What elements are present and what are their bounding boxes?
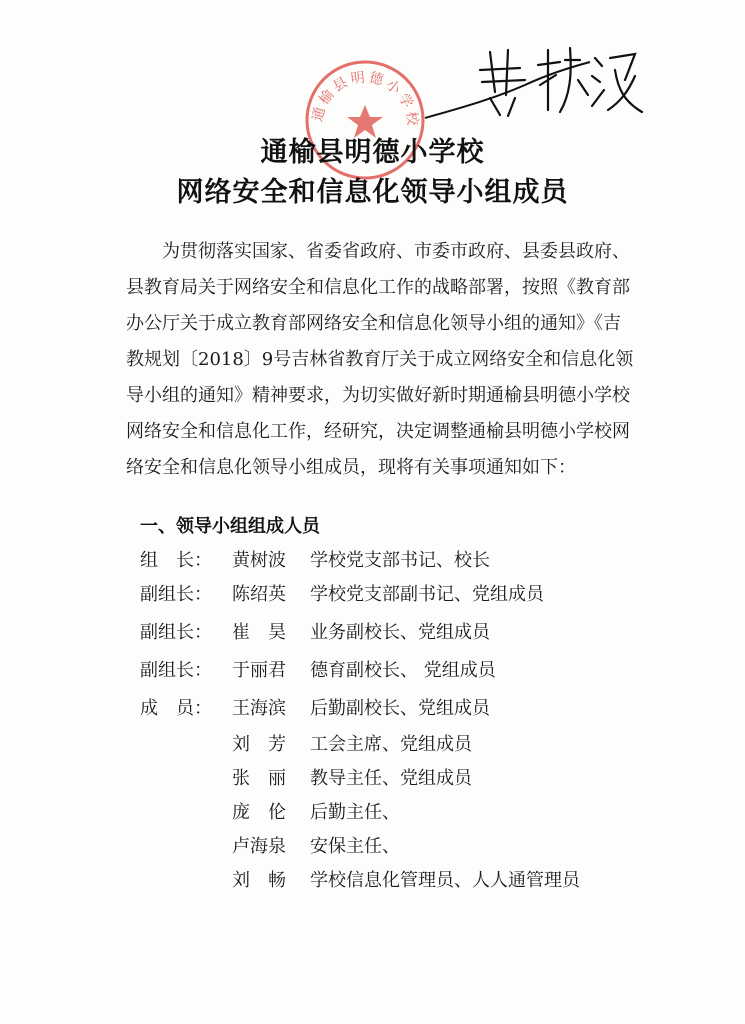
member-role: 副组长： <box>140 584 212 605</box>
member-row <box>140 546 490 578</box>
member-row <box>140 798 400 830</box>
member-duty: 业务副校长、党组成员 <box>310 622 490 643</box>
member-role: 副组长： <box>140 660 212 681</box>
member-duty: 安保主任、 <box>310 836 400 857</box>
member-name: 刘 芳 <box>232 734 286 755</box>
member-duty: 教导主任、党组成员 <box>310 768 472 789</box>
member-row <box>140 866 580 898</box>
intro-line-6: 网络安全和信息化工作，经研究，决定调整通榆县明德小学校网 <box>126 421 630 442</box>
member-name: 张 丽 <box>232 768 286 789</box>
intro-line-5: 导小组的通知》精神要求，为切实做好新时期通榆县明德小学校 <box>126 385 630 406</box>
intro-line-1 <box>126 234 661 270</box>
member-name: 于丽君 <box>232 660 286 681</box>
member-row <box>140 618 490 650</box>
member-duty: 学校党支部副书记、党组成员 <box>310 584 544 605</box>
member-name: 崔 昊 <box>232 622 286 643</box>
member-row <box>140 694 490 726</box>
member-duty: 后勤主任、 <box>310 802 400 823</box>
member-name: 卢海泉 <box>232 836 286 857</box>
document-title-line1: 通榆县明德小学校 <box>260 137 485 168</box>
member-duty: 学校信息化管理员、人人通管理员 <box>310 870 580 891</box>
intro-line-3: 办公厅关于成立教育部网络安全和信息化领导小组的通知》《吉 <box>126 313 621 334</box>
member-row <box>140 580 544 612</box>
member-row <box>140 832 400 864</box>
member-duty: 德育副校长、 党组成员 <box>310 660 496 681</box>
intro-line-7: 络安全和信息化领导小组成员，现将有关事项通知如下： <box>126 457 576 478</box>
member-role: 副组长： <box>140 622 212 643</box>
member-row <box>140 764 472 796</box>
member-row <box>140 656 496 688</box>
intro-line-4: 教规划〔2018〕9号吉林省教育厅关于成立网络安全和信息化领 <box>126 349 634 370</box>
member-row <box>140 730 472 762</box>
member-name: 陈绍英 <box>232 584 286 605</box>
svg-text:通榆县明德小学校: 通榆县明德小学校 <box>309 69 421 130</box>
member-name: 刘 畅 <box>232 870 286 891</box>
member-duty: 工会主席、党组成员 <box>310 734 472 755</box>
section-heading: 一、领导小组组成人员 <box>140 516 320 537</box>
member-duty: 后勤副校长、党组成员 <box>310 698 490 719</box>
intro-text-1: 为贯彻落实国家、省委省政府、市委市政府、县委县政府、 <box>162 241 630 262</box>
member-name: 庞 伦 <box>232 802 286 823</box>
document-title-line2: 网络安全和信息化领导小组成员 <box>176 177 569 208</box>
member-role: 组 长： <box>140 550 212 571</box>
intro-line-2: 县教育局关于网络安全和信息化工作的战略部署，按照《教育部 <box>126 277 630 298</box>
member-name: 黄树波 <box>232 550 286 571</box>
member-duty: 学校党支部书记、校长 <box>310 550 490 571</box>
handwritten-signature <box>420 40 645 125</box>
member-name: 王海滨 <box>232 698 286 719</box>
member-role: 成 员： <box>140 698 212 719</box>
